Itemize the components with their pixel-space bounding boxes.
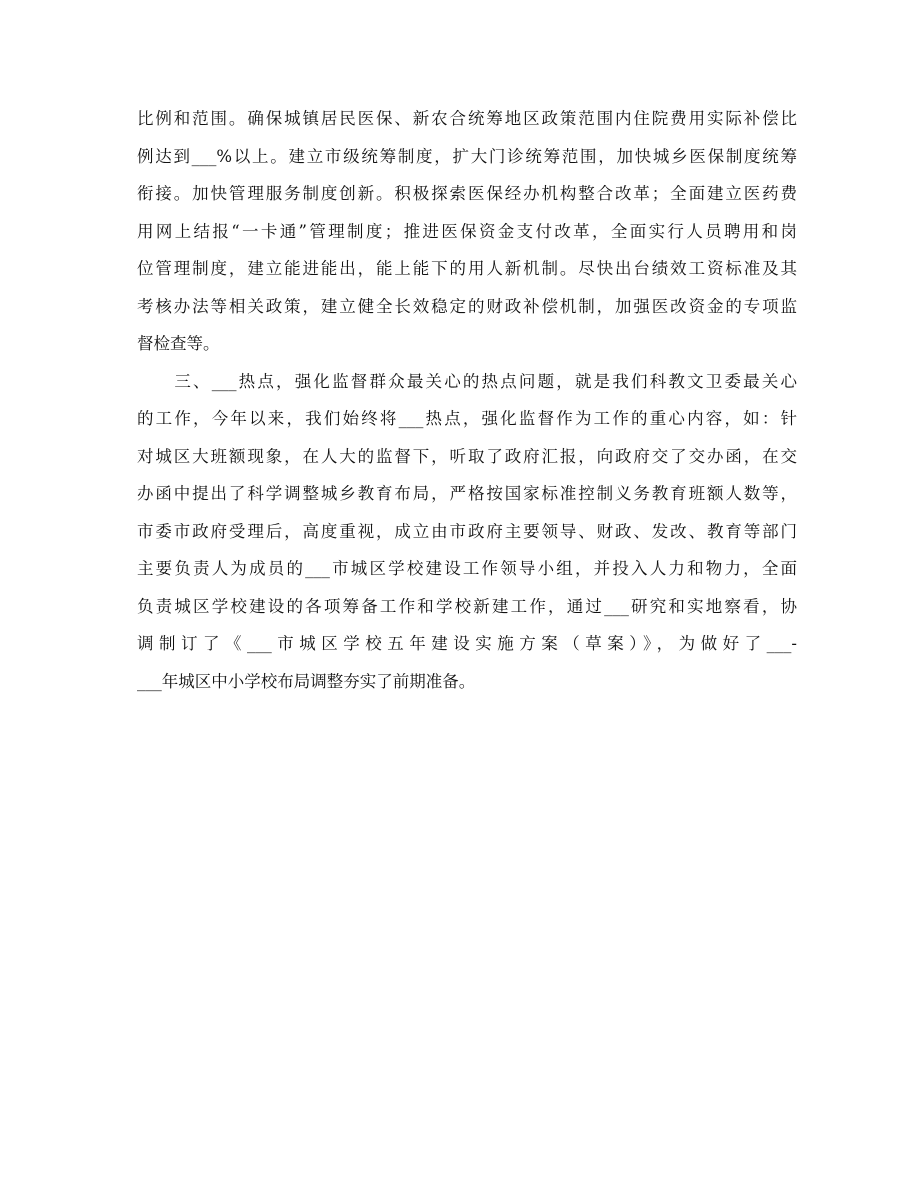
text-line: 市委市政府受理后，高度重视，成立由市政府主要领导、财政、发改、教育等部门 bbox=[137, 521, 797, 541]
text-line: 衔接。加快管理服务制度创新。积极探索医保经办机构整合改革；全面建立医药费 bbox=[137, 184, 797, 203]
text-line: ___年城区中小学校布局调整夯实了前期准备。 bbox=[137, 671, 476, 691]
text-line: 比例和范围。确保城镇居民医保、新农合统筹地区政策范围内住院费用实际补偿比 bbox=[137, 109, 797, 128]
text-line: 考核办法等相关政策，建立健全长效稳定的财政补偿机制，加强医改资金的专项监 bbox=[137, 296, 797, 316]
text-line: 三、___热点，强化监督群众最关心的热点问题，就是我们科教文卫委最关心 bbox=[137, 371, 797, 391]
text-line: 督检查等。 bbox=[137, 334, 220, 353]
text-line: 位管理制度，建立能进能出，能上能下的用人新机制。尽快出台绩效工资标准及其 bbox=[137, 259, 797, 278]
text-line: 主要负责人为成员的___市城区学校建设工作领导小组，并投入人力和物力，全面 bbox=[137, 559, 797, 578]
text-line: 的工作，今年以来，我们始终将___热点，强化监督作为工作的重心内容，如：针 bbox=[137, 409, 797, 428]
text-line: 调制订了《___市城区学校五年建设实施方案（草案）》，为做好了___- bbox=[137, 634, 797, 653]
text-line: 办函中提出了科学调整城乡教育布局，严格按国家标准控制义务教育班额人数等， bbox=[137, 484, 797, 503]
text-line: 负责城区学校建设的各项筹备工作和学校新建工作，通过___研究和实地察看，协 bbox=[137, 596, 797, 616]
body-text bbox=[137, 100, 797, 700]
text-line: 对城区大班额现象，在人大的监督下，听取了政府汇报，向政府交了交办函，在交 bbox=[137, 446, 797, 466]
text-line: 用网上结报“一卡通”管理制度；推进医保资金支付改革，全面实行人员聘用和岗 bbox=[137, 221, 797, 241]
text-line: 例达到___%以上。建立市级统筹制度，扩大门诊统筹范围，加快城乡医保制度统筹 bbox=[137, 146, 797, 166]
